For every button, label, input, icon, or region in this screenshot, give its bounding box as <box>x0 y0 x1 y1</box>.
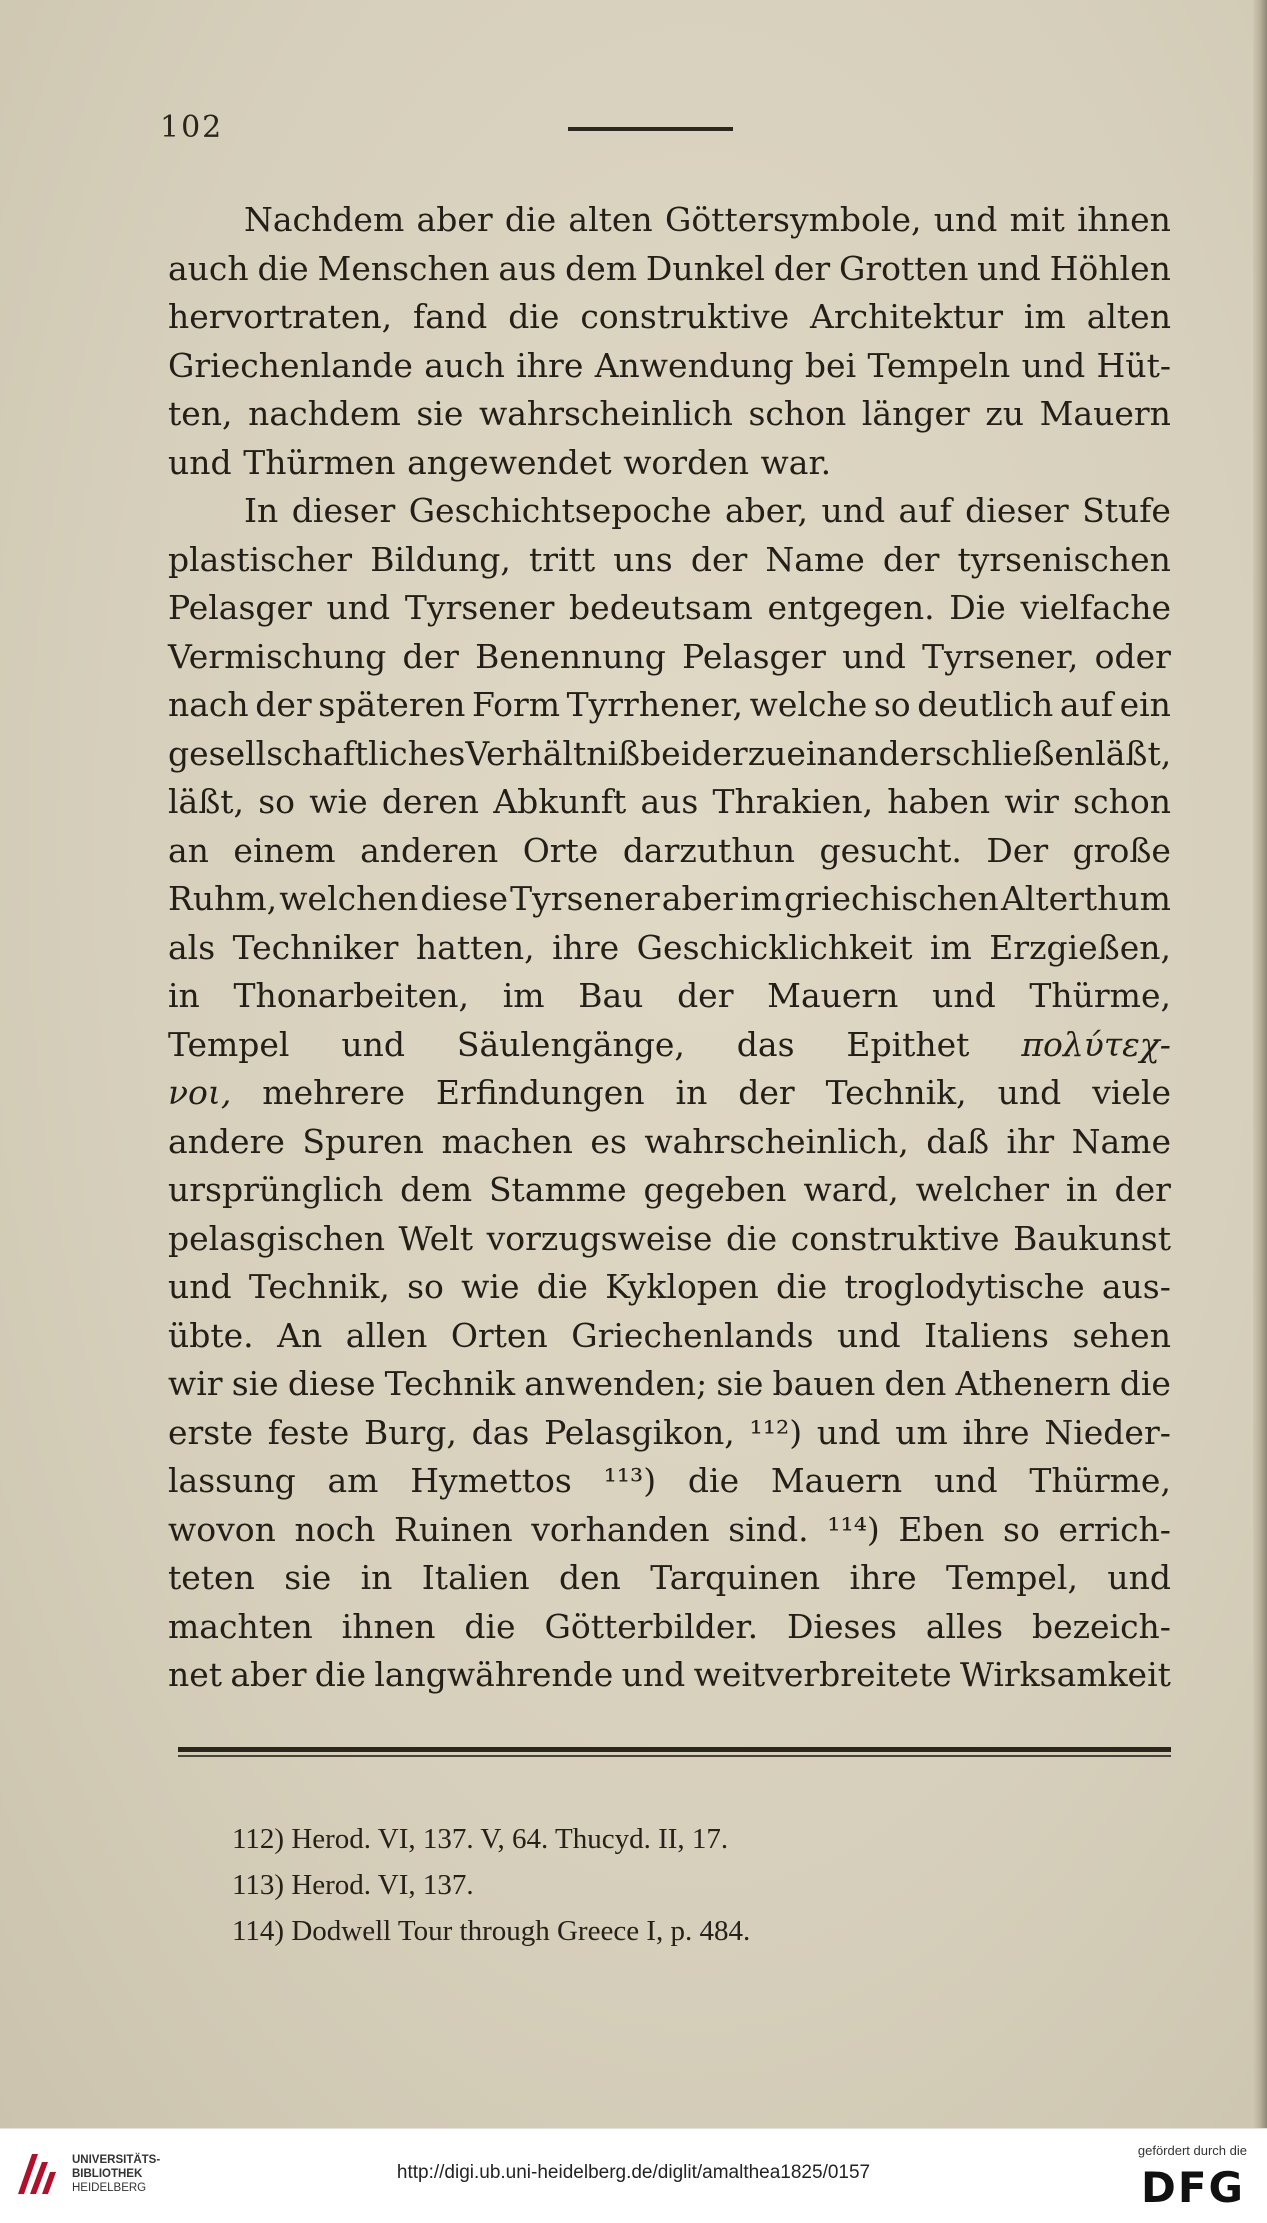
word: aber <box>416 200 493 239</box>
text-line <box>168 1506 1171 1555</box>
word: Thürme, <box>1029 1461 1171 1500</box>
word: In <box>244 491 279 530</box>
word: πολύτεχ- <box>1021 1024 1171 1064</box>
word: hatten, <box>415 927 535 967</box>
word: schon <box>1073 782 1171 821</box>
word: so <box>258 782 296 821</box>
word: Menschen <box>317 248 490 288</box>
word: net <box>168 1655 223 1694</box>
word: tyrsenischen <box>957 539 1171 579</box>
word: in <box>168 976 200 1015</box>
word: Thrakien, <box>712 782 874 821</box>
word: machten <box>168 1606 313 1646</box>
word: Welt <box>398 1218 474 1258</box>
word: an <box>168 830 209 870</box>
word: war. <box>760 442 832 482</box>
word: anwenden; <box>524 1364 708 1403</box>
word: vielfache <box>1020 588 1171 627</box>
word: Form <box>471 685 561 724</box>
word: der <box>738 1073 795 1112</box>
word: schließen <box>935 733 1096 773</box>
word: die <box>775 1267 828 1306</box>
word: Tyrsener <box>404 588 555 627</box>
word: Höhlen <box>1049 248 1171 288</box>
word: ihnen <box>341 1606 436 1646</box>
word: Baukunst <box>1013 1218 1171 1258</box>
text-line <box>168 972 1171 1021</box>
text-line <box>168 778 1171 827</box>
word: im <box>740 879 782 918</box>
text-line <box>168 245 1171 294</box>
word: welche <box>749 685 868 724</box>
word: in <box>360 1558 393 1597</box>
word: Dieses <box>786 1606 897 1646</box>
header-rule <box>568 127 733 131</box>
word: die <box>1119 1364 1171 1403</box>
word: bei <box>804 345 857 385</box>
dfg-logo: DFG <box>1140 2163 1245 2212</box>
text-line <box>168 1021 1171 1070</box>
word: An <box>277 1315 323 1355</box>
word: ihnen <box>1077 200 1171 239</box>
word: ihre <box>552 927 620 967</box>
word: Technik, <box>248 1267 390 1306</box>
word: und <box>326 588 391 627</box>
word: Tyrrhener, <box>566 685 744 724</box>
word: Wirksamkeit <box>960 1655 1171 1694</box>
word: Stamme <box>488 1170 627 1209</box>
word: Die <box>949 588 1006 627</box>
text-line <box>168 439 1171 488</box>
page-number: 102 <box>160 110 224 145</box>
word: bezeich- <box>1031 1606 1171 1646</box>
word: ten, <box>168 394 233 433</box>
word: die <box>464 1606 516 1646</box>
text-line <box>168 1215 1171 1264</box>
word: allen <box>345 1315 428 1355</box>
word: Bildung, <box>370 539 511 579</box>
footnotes <box>232 1816 750 1954</box>
word: tritt <box>528 539 596 579</box>
word: die <box>314 1655 366 1694</box>
word: und <box>933 1461 998 1500</box>
word: auf <box>1059 685 1113 724</box>
word: Orte <box>522 830 599 870</box>
word: in <box>1065 1170 1098 1209</box>
word: dieser <box>965 491 1069 530</box>
word: die <box>508 297 560 336</box>
word: und <box>1021 345 1086 385</box>
word: teten <box>168 1558 255 1597</box>
word: Alterthum <box>1000 879 1171 918</box>
word: aus- <box>1101 1267 1171 1306</box>
word: den <box>559 1558 621 1597</box>
word: Anwendung <box>594 345 794 385</box>
word: Name <box>1071 1121 1171 1161</box>
word: der <box>773 248 831 288</box>
word: ward, <box>803 1170 899 1209</box>
word: gesellschaftliches <box>168 733 466 773</box>
word: daß <box>926 1121 990 1161</box>
word: plastischer <box>168 539 353 579</box>
word: Tarquinen <box>650 1558 821 1597</box>
word: vorhanden <box>531 1509 710 1549</box>
word: ihre <box>962 1412 1030 1452</box>
word: construktive <box>580 297 790 336</box>
word: wir <box>168 1364 223 1403</box>
word: einem <box>233 830 336 870</box>
word: Nieder- <box>1044 1412 1171 1452</box>
word: ihre <box>516 345 584 385</box>
text-line <box>168 875 1171 924</box>
text-line <box>168 293 1171 342</box>
word: und <box>842 636 906 676</box>
word: und <box>821 491 886 530</box>
text-line <box>168 1457 1171 1506</box>
word: viele <box>1092 1073 1171 1112</box>
word: aber, <box>725 491 808 530</box>
word: der <box>677 976 734 1015</box>
word: und <box>621 1655 686 1694</box>
word: Orten <box>450 1315 548 1355</box>
word: ihr <box>1006 1121 1055 1161</box>
word: ursprünglich <box>168 1170 384 1209</box>
text-line <box>168 584 1171 633</box>
word: zu <box>747 733 787 773</box>
word: Benennung <box>475 636 666 676</box>
word: sehen <box>1072 1315 1171 1355</box>
word: um <box>895 1412 948 1452</box>
word: auch <box>168 248 249 288</box>
word: so <box>873 685 911 724</box>
word: griechischen <box>784 879 999 918</box>
word: der <box>882 539 940 579</box>
word: es <box>590 1121 627 1161</box>
word: aus <box>498 248 557 288</box>
word: Tempel, <box>946 1558 1078 1597</box>
text-line <box>168 196 1171 245</box>
word: welchen <box>279 879 419 918</box>
word: Burg, <box>363 1412 457 1452</box>
word: andere <box>168 1121 285 1161</box>
word: nach <box>168 685 249 724</box>
word: Spuren <box>302 1121 424 1161</box>
word: Erfindungen <box>435 1073 645 1112</box>
word: Technik, <box>825 1073 967 1112</box>
word: als <box>168 927 216 967</box>
word: aus <box>640 782 699 821</box>
word: Eben <box>898 1509 985 1549</box>
word: auch <box>424 345 505 385</box>
text-line <box>168 681 1171 730</box>
word: Italiens <box>924 1315 1049 1355</box>
word: langwährende <box>374 1655 614 1694</box>
word: auf <box>898 491 952 530</box>
word: wovon <box>168 1509 276 1549</box>
funder-note: gefördert durch die <box>1137 2143 1247 2158</box>
footnote-rule-thin <box>178 1755 1171 1757</box>
word: beider <box>640 733 748 773</box>
footnote-rule <box>178 1747 1171 1752</box>
word: ¹¹³) <box>603 1461 657 1500</box>
word: den <box>884 1364 947 1403</box>
word: Italien <box>421 1558 530 1597</box>
word: Name <box>765 539 865 579</box>
word: Hüt- <box>1096 345 1171 385</box>
word: darzuthun <box>622 830 796 870</box>
word: dieser <box>291 491 396 530</box>
word: sie <box>284 1558 332 1597</box>
word: und <box>341 1024 405 1064</box>
word: Tyrsener, <box>922 636 1079 676</box>
word: und <box>168 1267 232 1306</box>
word: Vermischung <box>168 636 387 676</box>
footnote-113: 113) Herod. VI, 137. <box>232 1869 474 1901</box>
word: uns <box>613 539 673 579</box>
text-line <box>168 342 1171 391</box>
word: νοι, <box>168 1073 232 1112</box>
page-edge-shadow <box>1253 0 1267 2128</box>
text-line <box>168 536 1171 585</box>
word: Athenern <box>955 1364 1111 1403</box>
word: Grotten <box>839 248 969 288</box>
word: oder <box>1094 636 1171 676</box>
word: deren <box>381 782 480 821</box>
word: machen <box>441 1121 573 1161</box>
word: sie <box>231 1364 279 1403</box>
word: und <box>933 200 998 239</box>
text-line <box>168 1312 1171 1361</box>
word: Ruhm, <box>168 879 278 918</box>
word: und <box>168 442 232 482</box>
word: läßt, <box>168 782 245 821</box>
word: die <box>725 1218 778 1258</box>
word: errich- <box>1058 1509 1171 1549</box>
text-line <box>168 1166 1171 1215</box>
word: gesucht. <box>819 830 962 870</box>
word: Mauern <box>770 1461 903 1500</box>
footnote-114: 114) Dodwell Tour through Greece I, p. 484. <box>232 1915 751 1947</box>
word: Hymettos <box>410 1461 572 1500</box>
word: große <box>1072 830 1171 870</box>
word: sie <box>416 394 464 433</box>
word: Abkunft <box>493 782 627 821</box>
word: Pelasger <box>682 636 826 676</box>
word: anderen <box>360 830 499 870</box>
word: construktive <box>790 1218 1000 1258</box>
word: und <box>837 1315 901 1355</box>
word: schon <box>748 394 847 433</box>
permalink-url[interactable]: http://digi.ub.uni-heidelberg.de/diglit/amalthea1825/0157 <box>396 2162 871 2183</box>
footnote-112: 112) Herod. VI, 137. V, 64. Thucyd. II, 17. <box>232 1823 729 1855</box>
word: lassung <box>168 1461 296 1500</box>
word: der <box>255 685 312 724</box>
text-line <box>168 1118 1171 1167</box>
word: Griechenlands <box>571 1315 814 1355</box>
word: hervortraten, <box>168 297 393 336</box>
word: Säulengänge, <box>456 1024 685 1064</box>
word: feste <box>267 1412 350 1452</box>
word: Tyrsener <box>510 879 660 918</box>
word: Bau <box>578 976 644 1015</box>
word: Griechenlande <box>168 345 413 385</box>
word: so <box>1003 1509 1040 1549</box>
word: Dunkel <box>645 248 765 288</box>
word: diese <box>420 879 508 918</box>
word: Kyklopen <box>605 1267 759 1306</box>
text-line <box>168 924 1171 973</box>
word: Technik <box>384 1364 516 1403</box>
word: und <box>816 1412 881 1452</box>
word: aber <box>661 879 738 918</box>
word: nachdem <box>248 394 401 433</box>
word: Epithet <box>846 1024 970 1064</box>
word: dem <box>565 248 638 288</box>
word: weitverbreitete <box>693 1655 952 1694</box>
text-line <box>168 827 1171 876</box>
text-line <box>168 1360 1171 1409</box>
text-line <box>168 1651 1171 1700</box>
word: wahrscheinlich, <box>644 1121 909 1161</box>
word: der <box>1114 1170 1171 1209</box>
word: Götterbilder. <box>544 1606 759 1646</box>
word: so <box>407 1267 444 1306</box>
word: Nachdem <box>244 200 405 239</box>
word: sind. <box>728 1509 809 1549</box>
word: im <box>929 927 972 967</box>
text-line <box>168 633 1171 682</box>
word: Geschichtsepoche <box>408 491 712 530</box>
word: Stufe <box>1082 491 1171 530</box>
word: deutlich <box>917 685 1054 724</box>
word: ¹¹⁴) <box>827 1509 880 1549</box>
word: Verhältniß <box>465 733 641 773</box>
word: der <box>402 636 459 676</box>
word: wie <box>461 1267 520 1306</box>
word: und <box>977 248 1041 288</box>
text-line <box>168 390 1171 439</box>
word: einander <box>786 733 936 773</box>
word: Pelasgikon, <box>544 1412 735 1452</box>
word: der <box>690 539 748 579</box>
word: ihre <box>849 1558 917 1597</box>
word: Erzgießen, <box>989 927 1171 967</box>
word: im <box>1023 297 1066 336</box>
word: in <box>675 1073 708 1112</box>
text-line <box>168 730 1171 779</box>
body-text <box>168 196 1171 1700</box>
word: dem <box>400 1170 473 1209</box>
word: ein <box>1119 685 1171 724</box>
library-name: UNIVERSITÄTS- BIBLIOTHEK HEIDELBERG <box>72 2154 161 2194</box>
word: Thürme, <box>1029 976 1171 1015</box>
word: wie <box>309 782 368 821</box>
word: Techniker <box>232 927 399 967</box>
word: worden <box>623 442 749 482</box>
text-line <box>168 1554 1171 1603</box>
word: das <box>471 1412 530 1452</box>
word: läßt, <box>1095 733 1172 773</box>
word: Tempel <box>168 1024 290 1064</box>
word: bauen <box>772 1364 876 1403</box>
word: Der <box>986 830 1049 870</box>
word: diese <box>287 1364 376 1403</box>
word: welcher <box>915 1170 1049 1209</box>
word: alles <box>925 1606 1004 1646</box>
word: noch <box>294 1509 376 1549</box>
word: die <box>687 1461 740 1500</box>
text-line <box>168 1603 1171 1652</box>
word: das <box>736 1024 795 1064</box>
word: gegeben <box>643 1170 787 1209</box>
word: Göttersymbole, <box>664 200 922 239</box>
word: länger <box>861 394 970 433</box>
word: und <box>932 976 996 1015</box>
word: troglodytische <box>844 1267 1085 1306</box>
word: ¹¹²) <box>749 1412 803 1452</box>
word: Geschicklichkeit <box>636 927 913 967</box>
word: erste <box>168 1412 254 1452</box>
word: Ruinen <box>393 1509 513 1549</box>
word: Mauern <box>1039 394 1171 433</box>
word: aber <box>230 1655 307 1694</box>
word: haben <box>887 782 991 821</box>
text-line <box>168 487 1171 536</box>
word: wahrscheinlich <box>479 394 733 433</box>
word: übte. <box>168 1315 254 1355</box>
word: angewendet <box>407 442 612 482</box>
word: am <box>327 1461 379 1500</box>
word: die <box>536 1267 588 1306</box>
word: mit <box>1009 200 1065 239</box>
word: mehrere <box>262 1073 405 1112</box>
word: und <box>1107 1558 1171 1597</box>
word: Thonarbeiten, <box>233 976 470 1015</box>
word: sie <box>716 1364 764 1403</box>
text-line <box>168 1069 1171 1118</box>
text-line <box>168 1263 1171 1312</box>
word: fand <box>413 297 488 336</box>
word: vorzugsweise <box>486 1218 713 1258</box>
word: zu <box>985 394 1025 433</box>
word: alten <box>568 200 653 239</box>
text-line <box>168 1409 1171 1458</box>
word: bedeutsam <box>569 588 753 627</box>
word: die <box>257 248 309 288</box>
word: Architektur <box>810 297 1004 336</box>
word: und <box>997 1073 1062 1112</box>
word: die <box>504 200 557 239</box>
word: wir <box>1004 782 1059 821</box>
word: im <box>502 976 545 1015</box>
word: späteren <box>318 685 466 724</box>
word: Pelasger <box>168 588 312 627</box>
word: Mauern <box>767 976 899 1015</box>
word: alten <box>1086 297 1171 336</box>
word: Tempeln <box>867 345 1011 385</box>
word: Thürmen <box>243 442 396 482</box>
word: pelasgischen <box>168 1218 385 1258</box>
word: entgegen. <box>767 588 935 627</box>
